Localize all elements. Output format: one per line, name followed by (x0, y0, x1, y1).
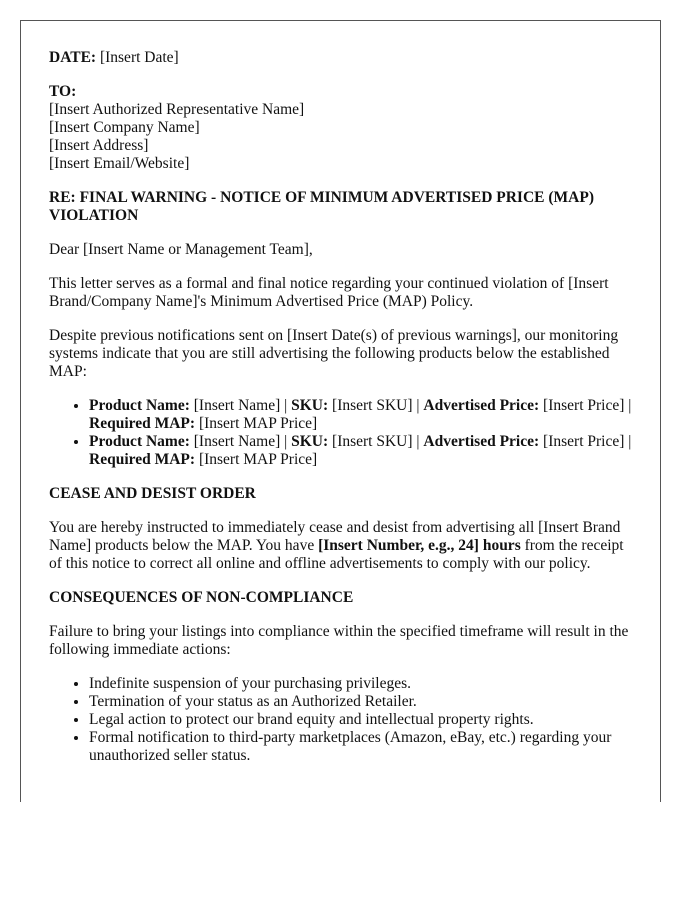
product-item (89, 433, 632, 469)
product-sku-value: [Insert SKU] | (328, 397, 424, 414)
subject-line: RE: FINAL WARNING - NOTICE OF MINIMUM ADVERTISED PRICE (MAP) VIOLATION (49, 189, 594, 224)
product-name-label: Product Name: (89, 397, 190, 414)
product-advertised-value: [Insert Price] | (539, 397, 632, 414)
intro-paragraph: This letter serves as a formal and final notice regarding your continued violation of [Insert Brand/Company Name]'s Minimum Advertised Price (MAP) Policy. (49, 275, 609, 310)
recipient-contact: [Insert Email/Website] (49, 155, 190, 172)
letter-document (20, 20, 661, 802)
cease-heading: CEASE AND DESIST ORDER (49, 485, 256, 502)
recipient-name: [Insert Authorized Representative Name] (49, 101, 305, 118)
product-sku-value: [Insert SKU] | (328, 433, 424, 450)
to-label: TO: (49, 83, 77, 100)
consequence-item: • Termination of your status as an Authorized Retailer. (89, 693, 632, 711)
violating-products-list (49, 397, 632, 469)
cease-deadline: [Insert Number, e.g., 24] hours (318, 537, 521, 554)
recipient-block (49, 83, 632, 173)
product-sku-label: SKU: (291, 433, 329, 450)
product-item (89, 397, 632, 433)
product-required-value: [Insert MAP Price] (195, 451, 318, 468)
product-advertised-label: Advertised Price: (423, 433, 540, 450)
date-value: [Insert Date] (99, 49, 179, 66)
product-name-value: [Insert Name] | (189, 397, 292, 414)
product-required-label: Required MAP: (89, 415, 196, 432)
consequence-item: • Legal action to protect our brand equity and intellectual property rights. (89, 711, 632, 729)
product-advertised-value: [Insert Price] | (539, 433, 632, 450)
consequence-item: • Indefinite suspension of your purchasing privileges. (89, 675, 632, 693)
consequences-paragraph: Failure to bring your listings into compliance within the specified timeframe will result in the following immediate actions: (49, 623, 629, 658)
consequences-list (49, 675, 632, 765)
product-required-label: Required MAP: (89, 451, 196, 468)
consequence-item: • Formal notification to third-party marketplaces (Amazon, eBay, etc.) regarding your unauthorized seller status. (89, 729, 632, 765)
product-name-label: Product Name: (89, 433, 190, 450)
product-sku-label: SKU: (291, 397, 329, 414)
date-label: DATE: (49, 49, 97, 66)
salutation: Dear [Insert Name or Management Team], (49, 241, 313, 258)
product-advertised-label: Advertised Price: (423, 397, 540, 414)
date-line (49, 49, 632, 67)
cease-paragraph (49, 519, 632, 573)
cease-text-end: from the receipt of this notice to correct all online and offline advertisements to comply with our policy. (49, 537, 624, 572)
recipient-company: [Insert Company Name] (49, 119, 200, 136)
product-required-value: [Insert MAP Price] (195, 415, 318, 432)
product-name-value: [Insert Name] | (189, 433, 292, 450)
monitoring-paragraph: Despite previous notifications sent on [Insert Date(s) of previous warnings], our monitoring systems indicate that you are still advertising the following products below the established MAP: (49, 327, 619, 380)
recipient-address: [Insert Address] (49, 137, 149, 154)
cease-text-start: You are hereby instructed to immediately cease and desist from advertising all [Insert Brand Name] products below the MAP. You have (49, 519, 621, 554)
consequences-heading: CONSEQUENCES OF NON-COMPLIANCE (49, 589, 354, 606)
